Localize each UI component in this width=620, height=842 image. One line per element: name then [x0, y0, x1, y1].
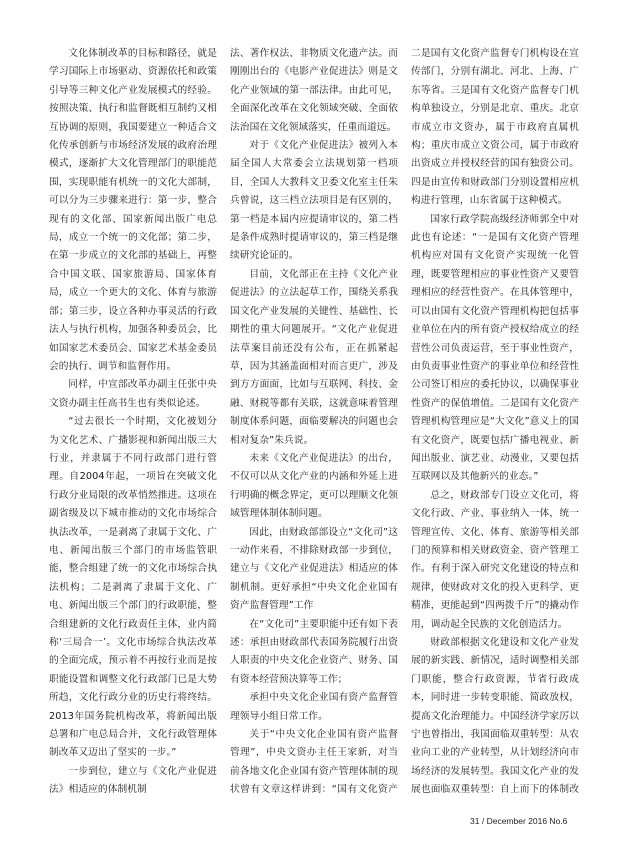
paragraph: 国家行政学院高级经济师郭全中对此也有论述：“一是国有文化资产管理机构应对国有文化资产实现统一化管理，既要管理相应的事业性资产又要管理相应的经营性资产。在具体管理中，可以由国有文化资产管理机构把包括事业单位在内的所有资产授权给成立的经营性公司负责运营，至于事业性资产，由负责事业性资产的事业单位和经营性公司签订相应的委托协议，以确保事业性资产的保值增值。二是国有文化资产管理机构管理应是“大文化”意义上的国有文化资产，既要包括广播电视业、新闻出版业、演艺业、动漫业，又要包括互联网以及其他新兴的业态。”	[411, 213, 579, 483]
footer-separator: /	[481, 816, 485, 826]
paragraph: 在“文化司”主要职能中还有如下表述：承担由财政部代表国务院履行出资人职责的中央文化企业资产、财务、国有资本经营预决算等工作；	[230, 618, 398, 685]
paragraph: 总之，财政部专门设立文化司，将文化行政、产业、事业纳入一体，统一管理宣传、文化、体育、旅游等相关部门的预算和相关财政资金、资产管理工作。有利于深入研究文化建设的特点和规律，使财政对文化的投入更科学、更精准，更能起到“四两拨千斤”的撬动作用，调动起全民族的文化创造活力。	[411, 489, 579, 630]
paragraph: 一步到位，建立与《文化产业促进法》相适应的体制机制	[49, 765, 217, 796]
paragraph: 法、著作权法、非物质文化遗产法。而刚刚出台的《电影产业促进法》则是文化产业领域的第一部法律。由此可见，全面深化改革在文化领域突破、全面依法治国在文化领域落实，任重而道远。	[230, 48, 398, 133]
paragraph: 文化体制改革的目标和路径，就是学习国际上市场驱动、资源依托和政策引导等三种文化产业发展模式的经验。按照决策、执行和监督既相互制约又相互协调的原则，我国要建立一种适合文化传承创新与市场经济发展的政府治理模式，逐渐扩大文化管理部门的职能范围，实现职能有机统一的文化大部制，可以分为三步骤来进行：第一步，整合现有的文化部、国家新闻出版广电总局，成立一个统一的文化部；第二步，在第一步成立的文化部的基础上，再整合中国文联、国家旅游局、国家体育局，成立一个更大的文化、体育与旅游部；第三步，设立各种办事灵活的行政法人与执行机构，加强各种委员会，比如国家艺术委员会、国家艺术基金委员会的执行、调节和监督作用。	[49, 48, 217, 372]
paragraph: 二是国有文化资产监督专门机构设在宣传部门，分别有湖北、河北、上海、广东等省。三是国有文化资产监督专门机构单独设立，分别是北京、重庆。北京市成立市文资办，属于市政府直属机构；重庆市成立文资公司，属于市政府出资成立并授权经营的国有独资公司。四是由宣传和财政部门分别设置相应机构进行管理，山东省属于这种模式。	[411, 48, 579, 207]
paragraph: 同样，中宣部改革办副主任张中央文资办副主任高书生也有类似论述。	[49, 379, 217, 409]
paragraph: 目前，文化部正在主持《文化产业促进法》的立法起草工作，围绕关系我国文化产业发展的关键性、基础性、长期性的重大问题展开。“文化产业促进法草案目前还没有公布，正在抓紧起草，因为其涵盖面相对而言更广，涉及到方方面面，比如与互联网、科技、金融、财税等都有关联，这就意味着管理制度体系问题，面临要解决的问题也会相对复杂”朱兵说。	[230, 268, 398, 446]
paragraph: 承担中央文化企业国有资产监督管理领导小组日常工作。	[230, 692, 398, 722]
paragraph: “过去很长一个时期，文化被划分为文化艺术、广播影视和新闻出版三大行业，并隶属于不同行政部门进行管理。自2004年起，一项旨在突破文化行政分业局限的改革悄然推进。这项在副省级及以下城市推动的文化市场综合执法改革，一是剥离了隶属于文化、广电、新闻出版三个部门的市场监管职能，整合组建了统一的文化市场综合执法机构；二是剥离了隶属于文化、广电、新闻出版三个部门的行政职能，整合组建新的文化行政责任主体，业内简称‘三局合一’。文化市场综合执法改革的全面完成，预示着不再按行业而是按职能设置和调整文化行政部门已是大势所趋，文化行政分业的历史行将终结。2013年国务院机构改革，将新闻出版总署和广电总局合并，文化行政管理体制改革又迈出了坚实的一步。”	[49, 416, 217, 759]
paragraph: 因此，由财政部部设立“文化司”这一动作来看，不排除财政部一步到位，建立与《文化产业促进法》相适应的体制机制。更好承担“中央文化企业国有资产监督管理”工作	[230, 526, 398, 612]
paragraph: 对于《文化产业促进法》被列入本届全国人大常委会立法规划第一档项目，全国人大教科文卫委文化室主任朱兵曾说，这三档立法项目是有区别的，第一档是本届内应提请审议的，第二档是条件成熟时提请审议的，第三档是继续研究论证的。	[230, 140, 398, 262]
paragraph: 未来《文化产业促进法》的出台，不仅可以从文化产业的内涵和外延上进行明确的概念界定，更可以理顺文化领域管理体制体制问题。	[230, 452, 398, 520]
column-left	[49, 45, 217, 797]
paragraph: 关于“中央文化企业国有资产监督管理”，中央文资办主任王家新，对当前各地文化企业国有资产管理体制的现状曾有文章这样讲到：“国有文化资产	[230, 729, 398, 796]
page-footer	[470, 816, 567, 826]
column-middle	[230, 45, 398, 797]
issue-label: December 2016 No.6	[486, 816, 568, 826]
paragraph: 财政部根据文化建设和文化产业发展的新实践、新情况，适时调整相关部门职能，整合行政资源，节省行政成本，同时进一步转变职能、简政放权，提高文化治理能力。中国经济学家厉以宁也曾指出，我国面临双重转型：从农业向工业的产业转型，从计划经济向市场经济的发展转型。我国文化产业的发展也面临双重转型：自上而下的体制改	[411, 637, 579, 796]
article-columns	[49, 45, 581, 797]
column-right	[411, 45, 579, 797]
page-number: 31	[470, 816, 480, 826]
article-page	[49, 45, 581, 797]
